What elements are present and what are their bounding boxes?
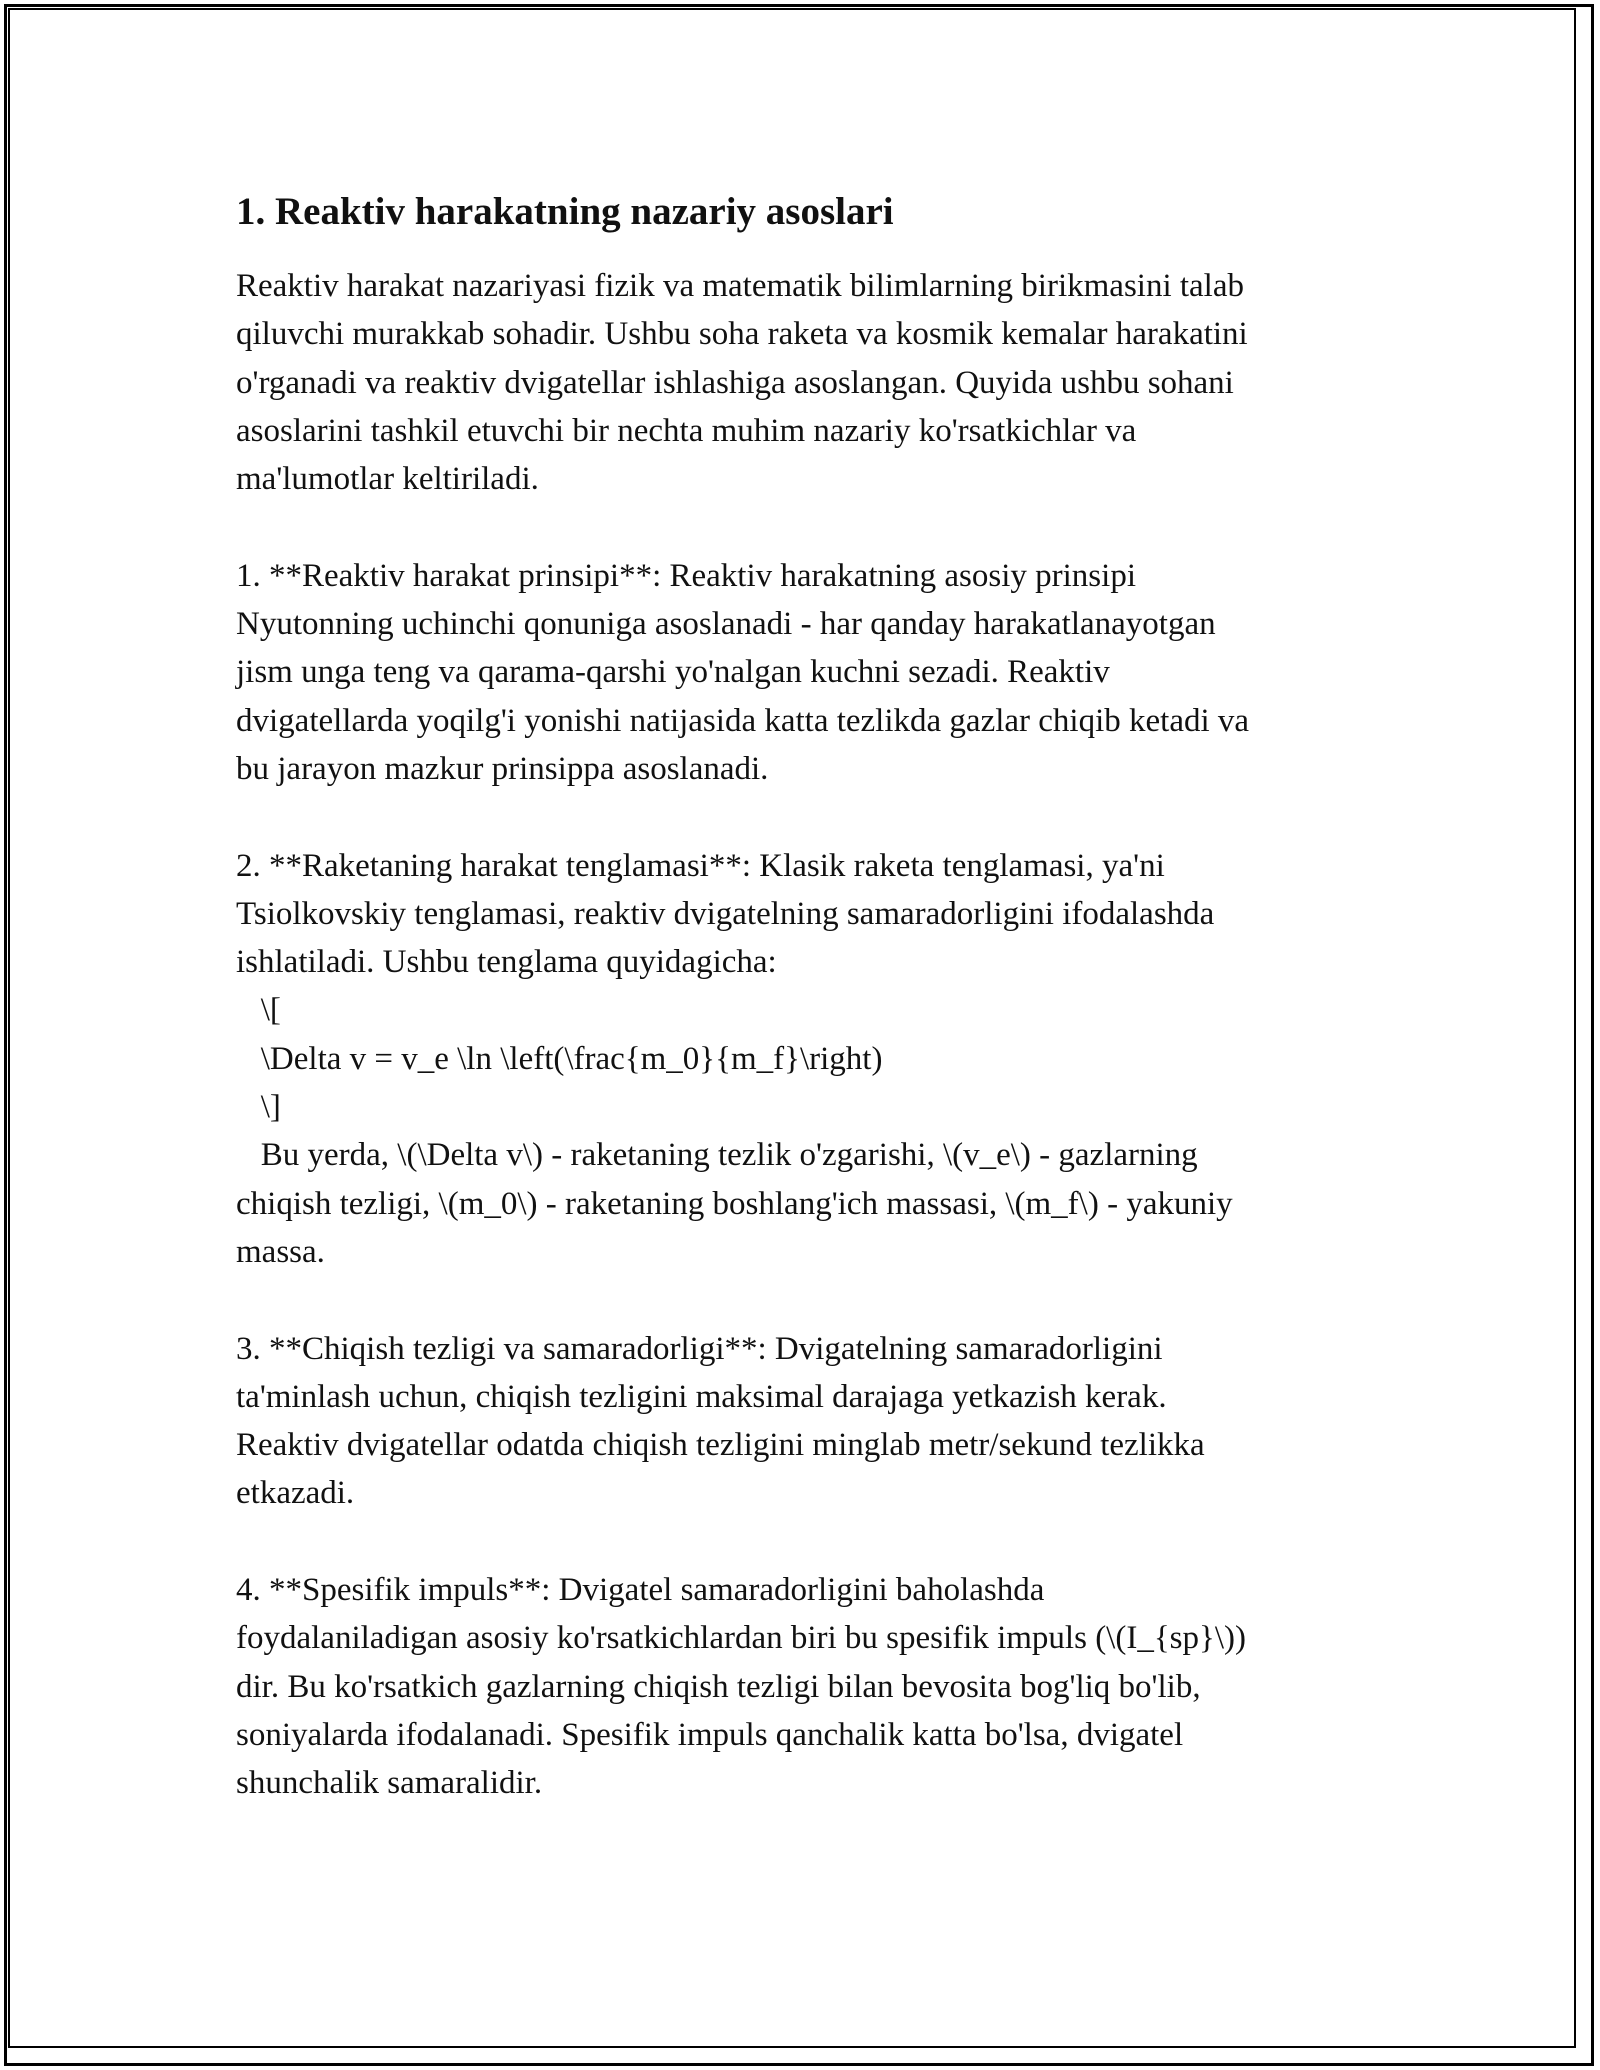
paragraph-gap (236, 1276, 1376, 1324)
list-item-3 (236, 1325, 1376, 1518)
equation-close: \] (236, 1089, 281, 1126)
text-line: dir. Bu ko'rsatkich gazlarning chiqish tezligi bilan bevosita bog'liq bo'lib, (236, 1668, 1201, 1705)
list-item-4 (236, 1566, 1376, 1807)
text-line: 1. **Reaktiv harakat prinsipi**: Reaktiv harakatning asosiy prinsipi (236, 557, 1136, 594)
text-line: o'rganadi va reaktiv dvigatellar ishlashiga asoslangan. Quyida ushbu sohani (236, 364, 1234, 401)
paragraph-gap (236, 1518, 1376, 1566)
text-line: ma'lumotlar keltiriladi. (236, 461, 539, 498)
intro-paragraph (236, 262, 1376, 503)
text-line: 3. **Chiqish tezligi va samaradorligi**: Dvigatelning samaradorligini (236, 1330, 1163, 1367)
text-line: Nyutonning uchinchi qonuniga asoslanadi - har qanday harakatlanayotgan (236, 606, 1216, 643)
list-item-2 (236, 842, 1376, 1277)
text-line: foydalaniladigan asosiy ko'rsatkichlardan biri bu spesifik impuls (\(I_{sp}\)) (236, 1620, 1246, 1657)
text-line: asoslarini tashkil etuvchi bir nechta muhim nazariy ko'rsatkichlar va (236, 412, 1137, 449)
text-line: chiqish tezligi, \(m_0\) - raketaning boshlang'ich massasi, \(m_f\) - yakuniy (236, 1185, 1233, 1222)
text-line: 2. **Raketaning harakat tenglamasi**: Klasik raketa tenglamasi, ya'ni (236, 847, 1165, 884)
text-line: shunchalik samaralidir. (236, 1765, 543, 1802)
text-line: Tsiolkovskiy tenglamasi, reaktiv dvigatelning samaradorligini ifodalashda (236, 895, 1215, 932)
text-line: 4. **Spesifik impuls**: Dvigatel samaradorligini baholashda (236, 1572, 1045, 1609)
text-line: Reaktiv dvigatellar odatda chiqish tezligini minglab metr/sekund tezlikka (236, 1427, 1205, 1464)
paragraph-gap (236, 503, 1376, 551)
text-line: jism unga teng va qarama-qarshi yo'nalgan kuchni sezadi. Reaktiv (236, 654, 1110, 691)
text-line: Reaktiv harakat nazariyasi fizik va matematik bilimlarning birikmasini talab (236, 268, 1244, 304)
text-line: etkazadi. (236, 1475, 355, 1512)
section-heading: 1. Reaktiv harakatning nazariy asoslari (236, 190, 894, 233)
document-body (236, 188, 1376, 1808)
text-line: bu jarayon mazkur prinsippa asoslanadi. (236, 750, 769, 787)
text-line: soniyalarda ifodalanadi. Spesifik impuls qanchalik katta bo'lsa, dvigatel (236, 1716, 1184, 1753)
text-line: massa. (236, 1233, 325, 1270)
text-line: ishlatiladi. Ushbu tenglama quyidagicha: (236, 944, 777, 981)
text-line: qiluvchi murakkab sohadir. Ushbu soha raketa va kosmik kemalar harakatini (236, 316, 1248, 353)
text-line: Bu yerda, \(\Delta v\) - raketaning tezlik o'zgarishi, \(v_e\) - gazlarning (236, 1137, 1198, 1174)
text-line: dvigatellarda yoqilg'i yonishi natijasida katta tezlikda gazlar chiqib ketadi va (236, 702, 1250, 739)
equation-body: \Delta v = v_e \ln \left(\frac{m_0}{m_f}\right) (236, 1040, 883, 1077)
list-item-1 (236, 552, 1376, 793)
text-line: ta'minlash uchun, chiqish tezligini maksimal darajaga yetkazish kerak. (236, 1378, 1167, 1415)
equation-open: \[ (236, 992, 281, 1029)
paragraph-gap (236, 793, 1376, 841)
